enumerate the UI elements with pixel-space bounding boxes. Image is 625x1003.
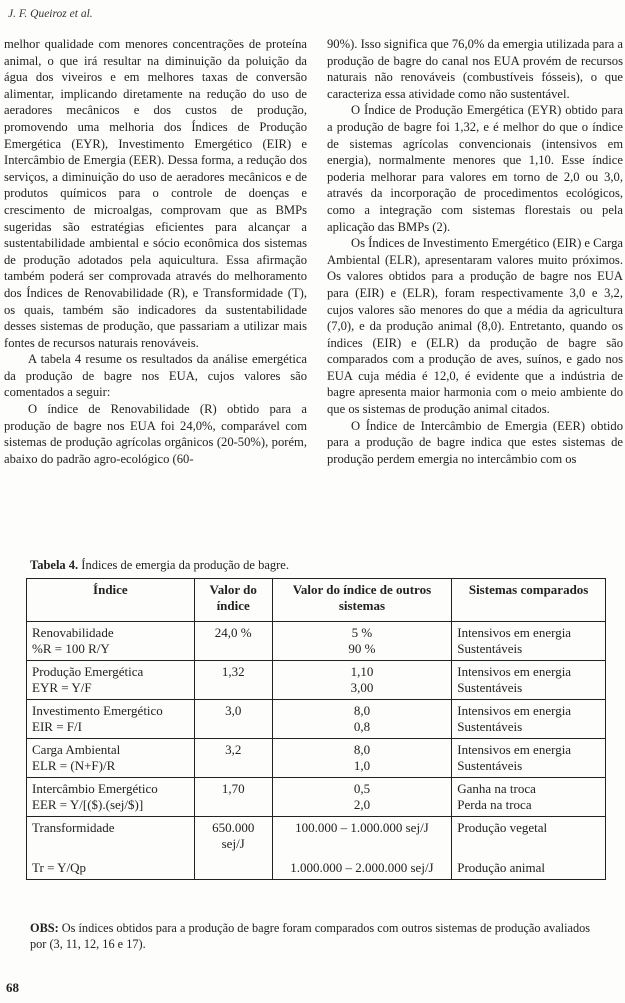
value-cell: 3,2 (194, 739, 272, 778)
system-name: Sustentáveis (457, 758, 523, 773)
index-cell (27, 661, 195, 700)
paragraph: A tabela 4 resume os resultados da análise emergética da produção de bagre nos EUA, cujos valores são comentados a seguir: (4, 352, 307, 400)
index-cell (27, 817, 195, 880)
caption-text: Índices de emergia da produção de bagre. (78, 558, 289, 572)
paragraph: Os Índices de Investimento Emergético (EIR) e Carga Ambiental (ELR), apresentaram valores muito próximos. Os valores obtidos para a produção de bagre nos EUA para (EIR) e (ELR), foram respectivamente 3,0 e 3,2, cujos valores são menores do que a média da agricultura (7,0), e da produção animal (8,0). Entretanto, quando os índices (EIR) e (ELR) da produção de bagre são comparados com a produção de aves, suínos, e gado nos EUA cuja média é 12,0, é evidente que a indústria de bagre apresenta maior harmonia com o meio ambiente do que os sistemas de produção animal citados. (327, 236, 623, 417)
index-name: Investimento Emergético (32, 703, 163, 718)
value-cell: 1,70 (194, 778, 272, 817)
right-column (327, 36, 623, 467)
system-cell (452, 778, 606, 817)
caption-label: Tabela 4. (30, 558, 79, 572)
index-cell (27, 700, 195, 739)
other-value-cell (272, 739, 452, 778)
other-value: 1,10 (350, 664, 374, 679)
other-value: 90 % (348, 641, 376, 656)
other-value: 8,0 (353, 703, 371, 718)
system-name: Produção animal (457, 860, 545, 875)
value-text: 650.000 sej/J (212, 820, 255, 851)
note-text: Os índices obtidos para a produção de bagre foram comparados com outros sistemas de produção avaliados por (3, 11, 12, 16 e 17). (30, 921, 591, 951)
system-name: Intensivos em energia (457, 664, 572, 679)
system-name: Produção vegetal (457, 820, 548, 835)
index-formula: EYR = Y/F (32, 680, 92, 695)
column-header: Valor do índice (194, 579, 272, 622)
index-name: Carga Ambiental (32, 742, 121, 757)
table-caption (30, 558, 289, 573)
note-label: OBS: (30, 921, 59, 935)
table-row (27, 778, 606, 817)
value-cell: 3,0 (194, 700, 272, 739)
index-cell (27, 739, 195, 778)
other-value: 1,0 (353, 758, 371, 773)
page-number: 68 (6, 980, 19, 995)
system-name: Sustentáveis (457, 719, 523, 734)
paragraph: O índice de Renovabilidade (R) obtido para a produção de bagre nos EUA foi 24,0%, comparável com sistemas de produção agrícolas orgânicos (20-50%), porém, abaixo do padrão agro-ecológico (60- (4, 402, 307, 466)
table-header-row (27, 579, 606, 622)
value-cell: 24,0 % (194, 622, 272, 661)
other-value-cell (272, 622, 452, 661)
other-value: 3,00 (350, 680, 374, 695)
left-column (4, 36, 307, 467)
paragraph: melhor qualidade com menores concentrações de proteína animal, o que irá resultar na diminuição da poluição da água dos viveiros e em melhores taxas de conversão alimentar, implicando diretamente na redução do uso de aeradores mecânicos e dos custos de produção, promovendo uma melhoria dos Índices de Produção Emergética (EYR), Investimento Emergético (EIR) e Intercâmbio de Emergia (EER). Dessa forma, a redução dos serviços, a diminuição do uso de aeradores mecânicos e de produtos químicos para o controle de doenças e crescimento de microalgas, comprovam que as BMPs sugeridas são estratégias eficientes para alcançar a sustentabilidade ambiental e sócio econômica dos sistemas de produção adotados pela aquicultura. Essa afirmação também poderá ser comprovada através do melhoramento dos Índices de Renovabilidade (R), e Transformidade (T), os quais, também são indicadores da sustentabilidade desses sistemas de produção, que passariam a utilizar mais fontes de recursos naturais renováveis. (4, 37, 307, 350)
system-cell (452, 817, 606, 880)
other-value: 2,0 (353, 797, 371, 812)
system-name: Intensivos em energia (457, 703, 572, 718)
system-cell (452, 622, 606, 661)
column-header: Valor do índice de outros sistemas (272, 579, 452, 622)
paragraph: O Índice de Produção Emergética (EYR) obtido para a produção de bagre foi 1,32, e é melhor do que o índice de sistemas agrícolas convencionais (intensivos em energia), normalmente menores que 1,10. Esse índice poderia melhorar para valores em torno de 2,0 ou 3,0, através da incorporação de procedimentos ecológicos, como a integração com sistemas florestais ou pela aplicação das BMPs (2). (327, 103, 623, 234)
other-value: 0,5 (353, 781, 371, 796)
table-row (27, 700, 606, 739)
table-row (27, 661, 606, 700)
other-value: 0,8 (353, 719, 371, 734)
index-name: Transformidade (32, 820, 115, 835)
system-name: Intensivos em energia (457, 742, 572, 757)
other-value: 5 % (351, 625, 373, 640)
emergy-table (26, 578, 606, 880)
index-name: Produção Emergética (32, 664, 144, 679)
table-row (27, 739, 606, 778)
column-header: Sistemas comparados (452, 579, 606, 622)
system-name: Intensivos em energia (457, 625, 572, 640)
other-value: 1.000.000 – 2.000.000 sej/J (290, 860, 434, 875)
table-note (30, 920, 606, 952)
other-value-cell (272, 778, 452, 817)
system-name: Ganha na troca (457, 781, 536, 796)
index-cell (27, 622, 195, 661)
system-cell (452, 739, 606, 778)
paragraph: 90%). Isso significa que 76,0% da emergia utilizada para a produção de bagre do canal nos EUA provém de recursos naturais não renováveis (combustíveis fósseis), o que caracteriza essa atividade como não sustentável. (327, 37, 623, 101)
value-cell: 1,32 (194, 661, 272, 700)
other-value-cell (272, 700, 452, 739)
other-value-cell (272, 661, 452, 700)
index-formula: %R = 100 R/Y (32, 641, 110, 656)
paragraph: O Índice de Intercâmbio de Emergia (EER) obtido para a produção de bagre indica que estes sistemas de produção perdem emergia no intercâmbio com os (327, 418, 623, 466)
index-formula: Tr = Y/Qp (32, 860, 87, 875)
system-name: Perda na troca (457, 797, 532, 812)
other-value: 100.000 – 1.000.000 sej/J (295, 820, 429, 835)
other-value: 8,0 (353, 742, 371, 757)
system-name: Sustentáveis (457, 680, 523, 695)
index-formula: ELR = (N+F)/R (32, 758, 116, 773)
index-formula: EIR = F/I (32, 719, 82, 734)
system-cell (452, 700, 606, 739)
index-name: Renovabilidade (32, 625, 114, 640)
value-cell (194, 817, 272, 880)
index-cell (27, 778, 195, 817)
running-header: J. F. Queiroz et al. (8, 8, 93, 20)
system-name: Sustentáveis (457, 641, 523, 656)
table-row (27, 817, 606, 880)
index-formula: EER = Y/[($).(sej/$)] (32, 797, 144, 812)
index-name: Intercâmbio Emergético (32, 781, 158, 796)
table-row (27, 622, 606, 661)
column-header: Índice (27, 579, 195, 622)
system-cell (452, 661, 606, 700)
other-value-cell (272, 817, 452, 880)
